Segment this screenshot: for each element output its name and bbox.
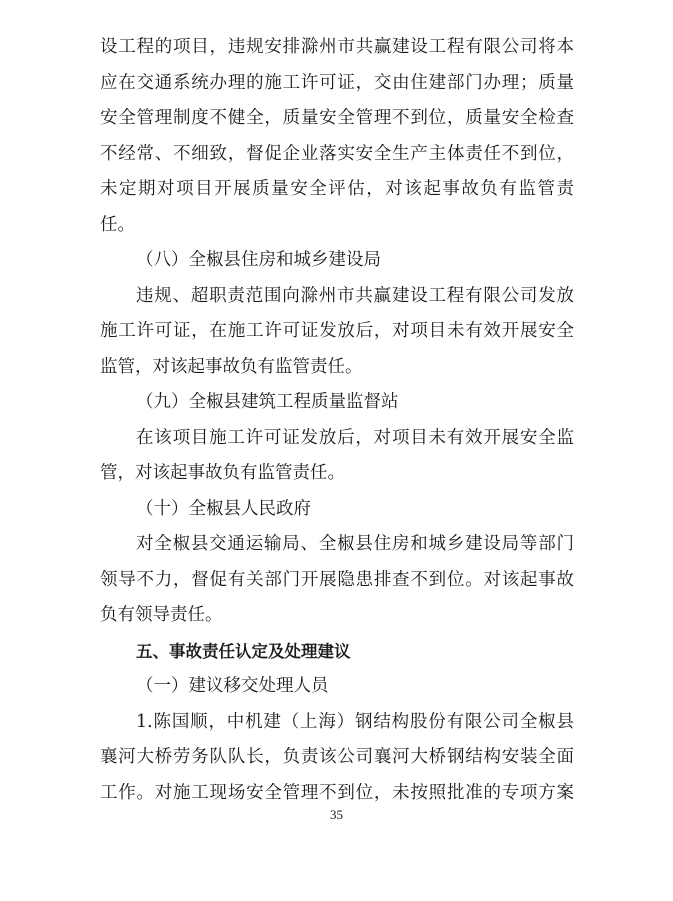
paragraph-9 xyxy=(100,421,574,492)
text-line: 负有领导责任。 xyxy=(100,605,223,625)
text-line: 1.陈国顺，中机建（上海）钢结构股份有限公司全椒县 xyxy=(136,711,574,732)
paragraph-10 xyxy=(100,527,574,634)
text-line: 施工许可证，在施工许可证发放后，对项目未有效开展安全 xyxy=(100,321,574,341)
text-line: 监管，对该起事故负有监管责任。 xyxy=(100,356,363,377)
text-line: 不经常、不细致，督促企业落实安全生产主体责任不到位， xyxy=(100,143,574,164)
paragraph-8 xyxy=(100,279,574,386)
text-line: 领导不力，督促有关部门开展隐患排查不到位。对该起事故 xyxy=(100,569,574,590)
text-line: 任。 xyxy=(100,214,135,235)
subheading-9: （九）全椒县建筑工程质量监督站 xyxy=(136,392,399,412)
document-body xyxy=(100,30,574,811)
text-line: 对全椒县交通运输局、全椒县住房和城乡建设局等部门 xyxy=(136,534,574,554)
text-line: 安全管理制度不健全，质量安全管理不到位，质量安全检查 xyxy=(100,108,574,128)
text-line: 应在交通系统办理的施工许可证，交由住建部门办理；质量 xyxy=(100,72,574,93)
section-heading-5: 五、事故责任认定及处理建议 xyxy=(136,641,351,661)
text-line: 工作。对施工现场安全管理不到位，未按照批准的专项方案 xyxy=(100,782,574,803)
page-number: 35 xyxy=(330,807,343,822)
text-line: 管，对该起事故负有监管责任。 xyxy=(100,463,345,483)
text-line: 未定期对项目开展质量安全评估，对该起事故负有监管责 xyxy=(100,179,574,199)
subheading-1: （一）建议移交处理人员 xyxy=(136,676,329,696)
subheading-8: （八）全椒县住房和城乡建设局 xyxy=(136,250,381,270)
text-line: 襄河大桥劳务队队长，负责该公司襄河大桥钢结构安装全面 xyxy=(100,747,574,767)
text-line: 设工程的项目，违规安排滁州市共赢建设工程有限公司将本 xyxy=(100,37,574,57)
paragraph-continuation xyxy=(100,30,574,243)
subheading-10: （十）全椒县人民政府 xyxy=(136,498,311,519)
text-line: 在该项目施工许可证发放后，对项目未有效开展安全监 xyxy=(136,427,574,448)
text-line: 违规、超职责范围向滁州市共赢建设工程有限公司发放 xyxy=(136,285,574,306)
paragraph-item-1 xyxy=(100,705,574,812)
